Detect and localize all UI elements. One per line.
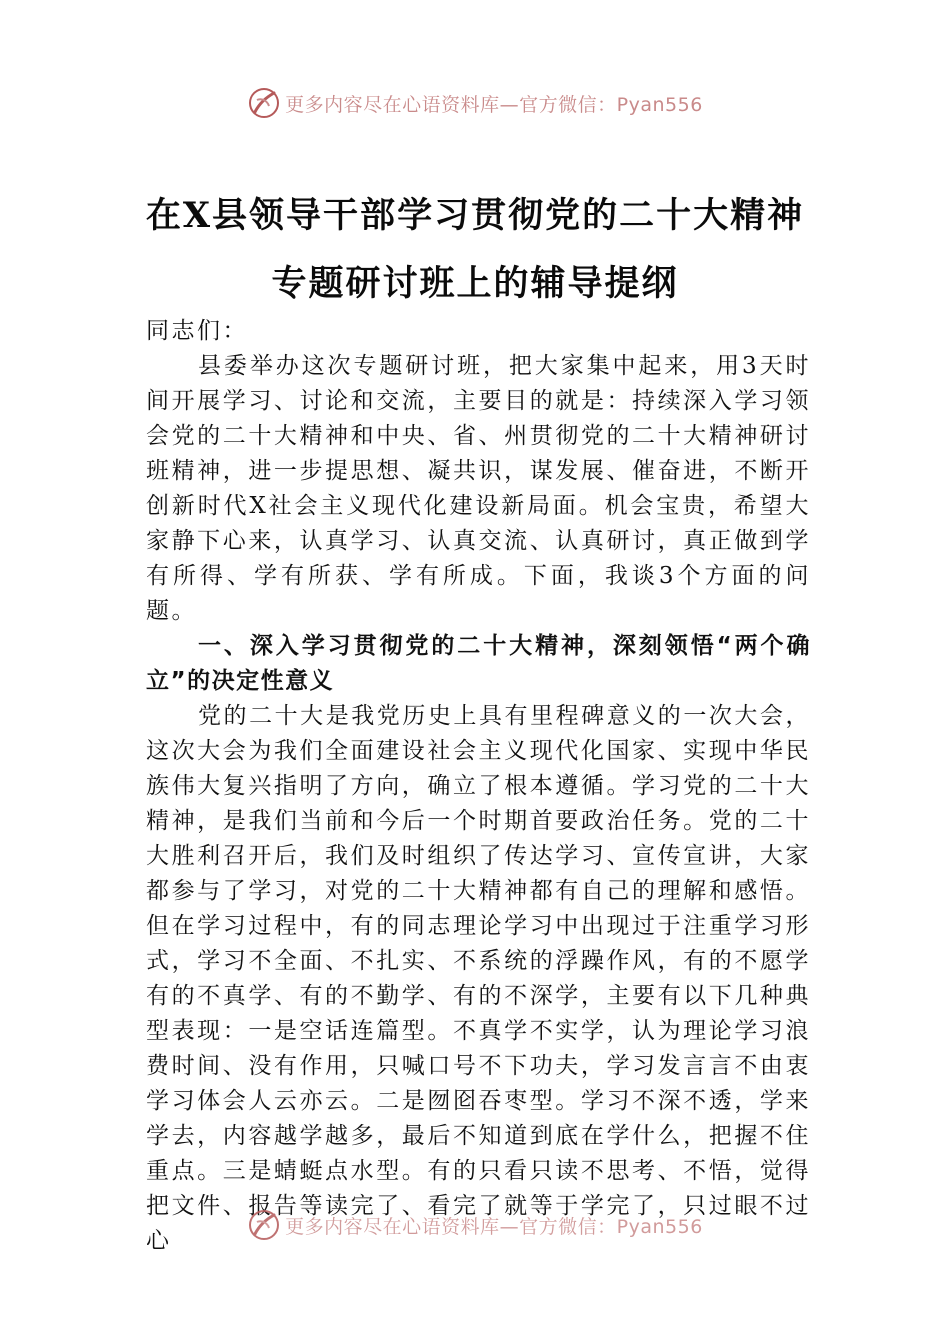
salutation: 同志们：	[146, 318, 248, 344]
document-content	[146, 314, 811, 1259]
section-1-heading: 一、深入学习贯彻党的二十大精神，深刻领悟“两个确立”的决定性意义	[146, 633, 811, 694]
watermark-text: 更多内容尽在心语资料库—官方微信：Pyan556	[285, 1215, 703, 1238]
watermark-text: 更多内容尽在心语资料库—官方微信：Pyan556	[285, 93, 703, 116]
document-title-line-2: 专题研讨班上的辅导提纲	[271, 263, 679, 304]
section-1-paragraph: 党的二十大是我党历史上具有里程碑意义的一次大会，这次大会为我们全面建设社会主义现代化国家、实现中华民族伟大复兴指明了方向，确立了根本遵循。学习党的二十大精神，是我们当前和今后一个时期首要政治任务。党的二十大胜利召开后，我们及时组织了传达学习、宣传宣讲，大家都参与了学习，对党的二十大精神都有自己的理解和感悟。但在学习过程中，有的同志理论学习中出现过于注重学习形式，学习不全面、不扎实、不系统的浮躁作风，有的不愿学有的不真学、有的不勤学、有的不深学，主要有以下几种典型表现：一是空话连篇型。不真学不实学，认为理论学习浪费时间、没有作用，只喊口号不下功夫，学习发言言不由衷学习体会人云亦云。二是囫囵吞枣型。学习不深不透，学来学去，内容越学越多，最后不知道到底在学什么，把握不住重点。三是蜻蜓点水型。有的只看只读不思考、不悟，觉得把文件、报告等读完了、看完了就等于学完了，只过眼不过心	[146, 703, 811, 1254]
document-title-line-1: 在X县领导干部学习贯彻党的二十大精神	[145, 195, 805, 236]
watermark-footer	[0, 1208, 950, 1242]
intro-paragraph: 县委举办这次专题研讨班，把大家集中起来，用3天时间开展学习、讨论和交流，主要目的就是：持续深入学习领会党的二十大精神和中央、省、州贯彻党的二十大精神研讨班精神，进一步提思想、凝共识，谋发展、催奋进，不断开创新时代X社会主义现代化建设新局面。机会宝贵，希望大家静下心来，认真学习、认真交流、认真研讨，真正做到学有所得、学有所获、学有所成。下面，我谈3个方面的问题。	[146, 353, 811, 624]
brush-logo-icon	[247, 1208, 281, 1242]
